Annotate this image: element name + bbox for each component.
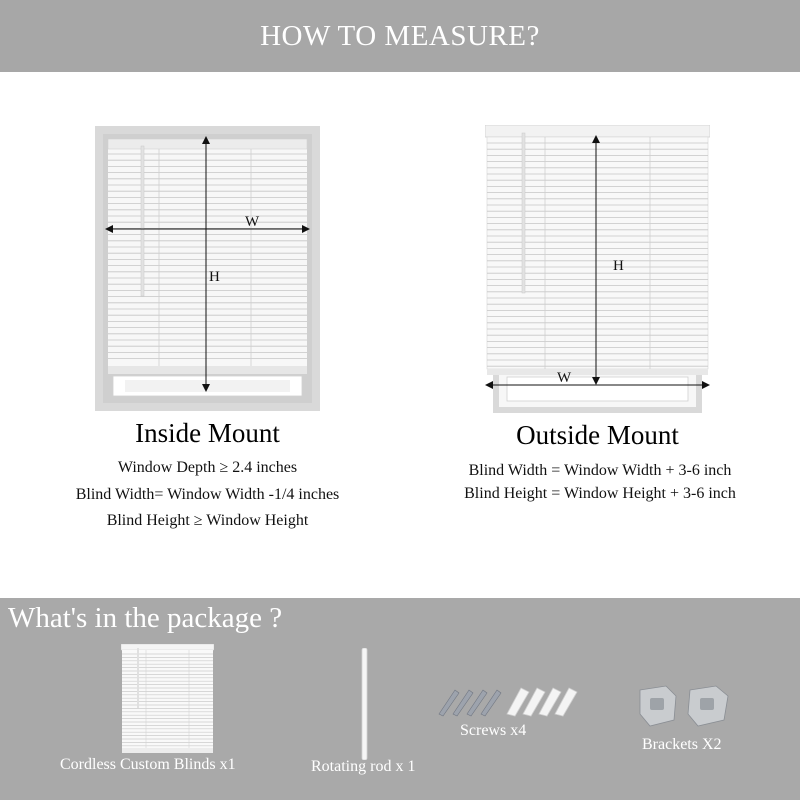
outside-mount-title: Outside Mount — [516, 420, 679, 450]
inside-h-label: H — [209, 269, 220, 285]
page-title: HOW TO MEASURE? — [260, 19, 540, 52]
outside-mount-line-1: Blind Width = Window Width + 3-6 inch — [468, 462, 732, 479]
outside-h-label: H — [613, 258, 624, 274]
inside-mount-line-3: Blind Height ≥ Window Height — [106, 512, 309, 529]
inside-w-label: W — [245, 214, 260, 230]
inside-mount-diagram — [95, 126, 320, 411]
package-title: What's in the package ? — [8, 602, 283, 634]
blind-icon — [121, 644, 214, 754]
outside-mount-line-2: Blind Height = Window Height + 3-6 inch — [464, 485, 736, 502]
inside-mount-line-1: Window Depth ≥ 2.4 inches — [117, 459, 298, 476]
outside-w-label: W — [557, 370, 572, 386]
package-item-blinds-label: Cordless Custom Blinds x1 — [60, 756, 236, 773]
inside-mount-line-2: Blind Width= Window Width -1/4 inches — [75, 486, 340, 503]
screws-icon — [435, 684, 585, 718]
inside-mount-title: Inside Mount — [135, 418, 280, 448]
header-banner — [0, 0, 800, 72]
package-item-rod-label: Rotating rod x 1 — [311, 758, 416, 775]
package-item-brackets-label: Brackets X2 — [642, 736, 722, 753]
outside-mount-diagram — [485, 125, 710, 413]
brackets-icon — [636, 684, 732, 730]
package-section — [0, 598, 800, 800]
package-item-screws-label: Screws x4 — [460, 722, 527, 739]
rod-icon — [358, 648, 372, 760]
